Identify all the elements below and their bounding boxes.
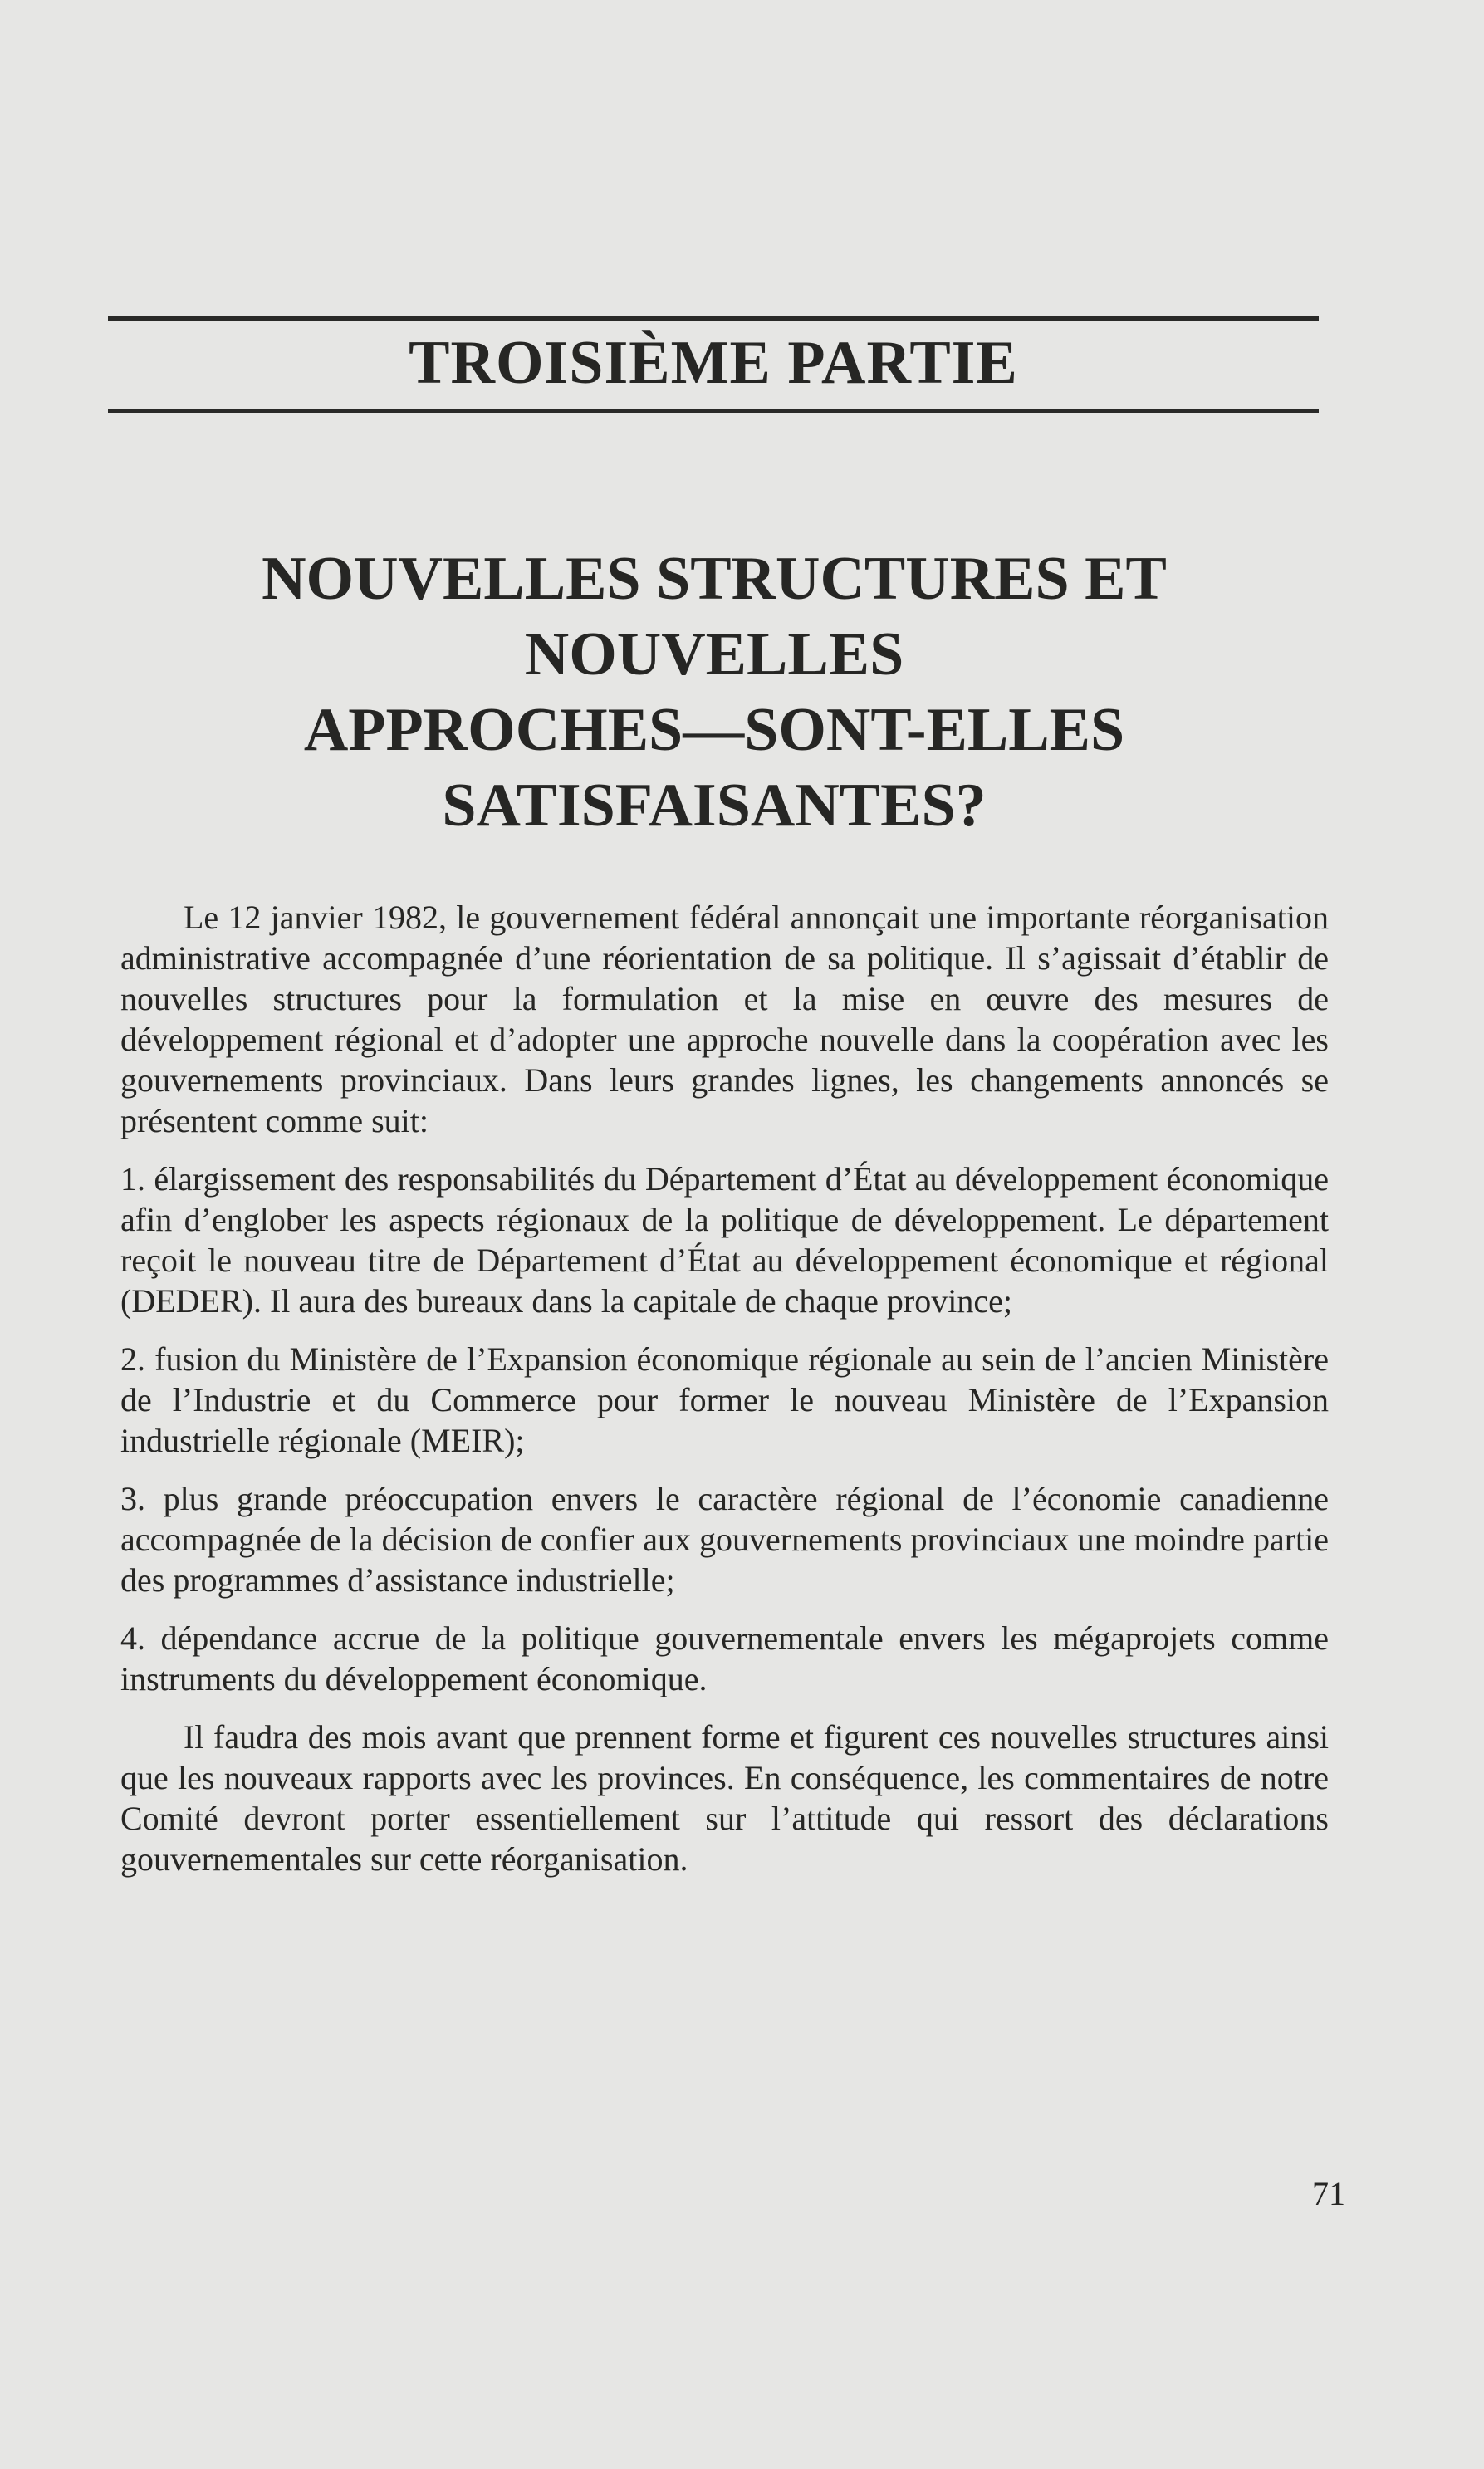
list-item-2: 2. fusion du Ministère de l’Expansion économique régionale au sein de l’ancien Ministère de l’Industrie et du Commerce pour former le nouveau Ministère de l’Expansion industrielle régionale (MEIR); — [120, 1340, 1329, 1459]
chapter-title-line: NOUVELLES — [524, 620, 904, 688]
part-title: TROISIÈME PARTIE — [409, 329, 1018, 397]
list-item-4: 4. dépendance accrue de la politique gouvernementale envers les mégaprojets comme instruments du développement économique. — [120, 1619, 1329, 1697]
body-text — [120, 897, 1329, 1897]
header-rule-bottom — [108, 409, 1319, 413]
chapter-title-line: NOUVELLES STRUCTURES ET — [262, 545, 1167, 613]
closing-paragraph: Il faudra des mois avant que prennent forme et figurent ces nouvelles structures ainsi que les nouveaux rapports avec les provinces. En conséquence, les commentaires de notre Comité devront porter essentiellement sur l’attitude qui ressort des déclarations gouvernementales sur cette réorganisation. — [120, 1718, 1329, 1878]
chapter-title — [149, 541, 1279, 844]
chapter-title-line: APPROCHES—SONT-ELLES — [303, 696, 1125, 764]
list-item-1: 1. élargissement des responsabilités du Département d’État au développement économique afin d’englober les aspects régionaux de la politique de développement. Le département reçoit le nouveau titre de Département d’État au développement économique et régional (DEDER). Il aura des bureaux dans la capitale de chaque province; — [120, 1160, 1329, 1320]
page-number: 71 — [1312, 2175, 1345, 2212]
list-item-3: 3. plus grande préoccupation envers le caractère régional de l’économie canadienne accompagnée de la décision de confier aux gouvernements provinciaux une moindre partie des programmes d’assistance industrielle; — [120, 1480, 1329, 1599]
chapter-title-line: SATISFAISANTES? — [442, 772, 987, 840]
header-rule-top — [108, 316, 1319, 321]
intro-paragraph: Le 12 janvier 1982, le gouvernement fédéral annonçait une importante réorganisation administrative accompagnée d’une réorientation de sa politique. Il s’agissait d’établir de nouvelles structures pour la formulation et la mise en œuvre des mesures de développement régional et d’adopter une approche nouvelle dans la coopération avec les gouvernements provinciaux. Dans leurs grandes lignes, les changements annoncés se présentent comme suit: — [120, 899, 1329, 1139]
